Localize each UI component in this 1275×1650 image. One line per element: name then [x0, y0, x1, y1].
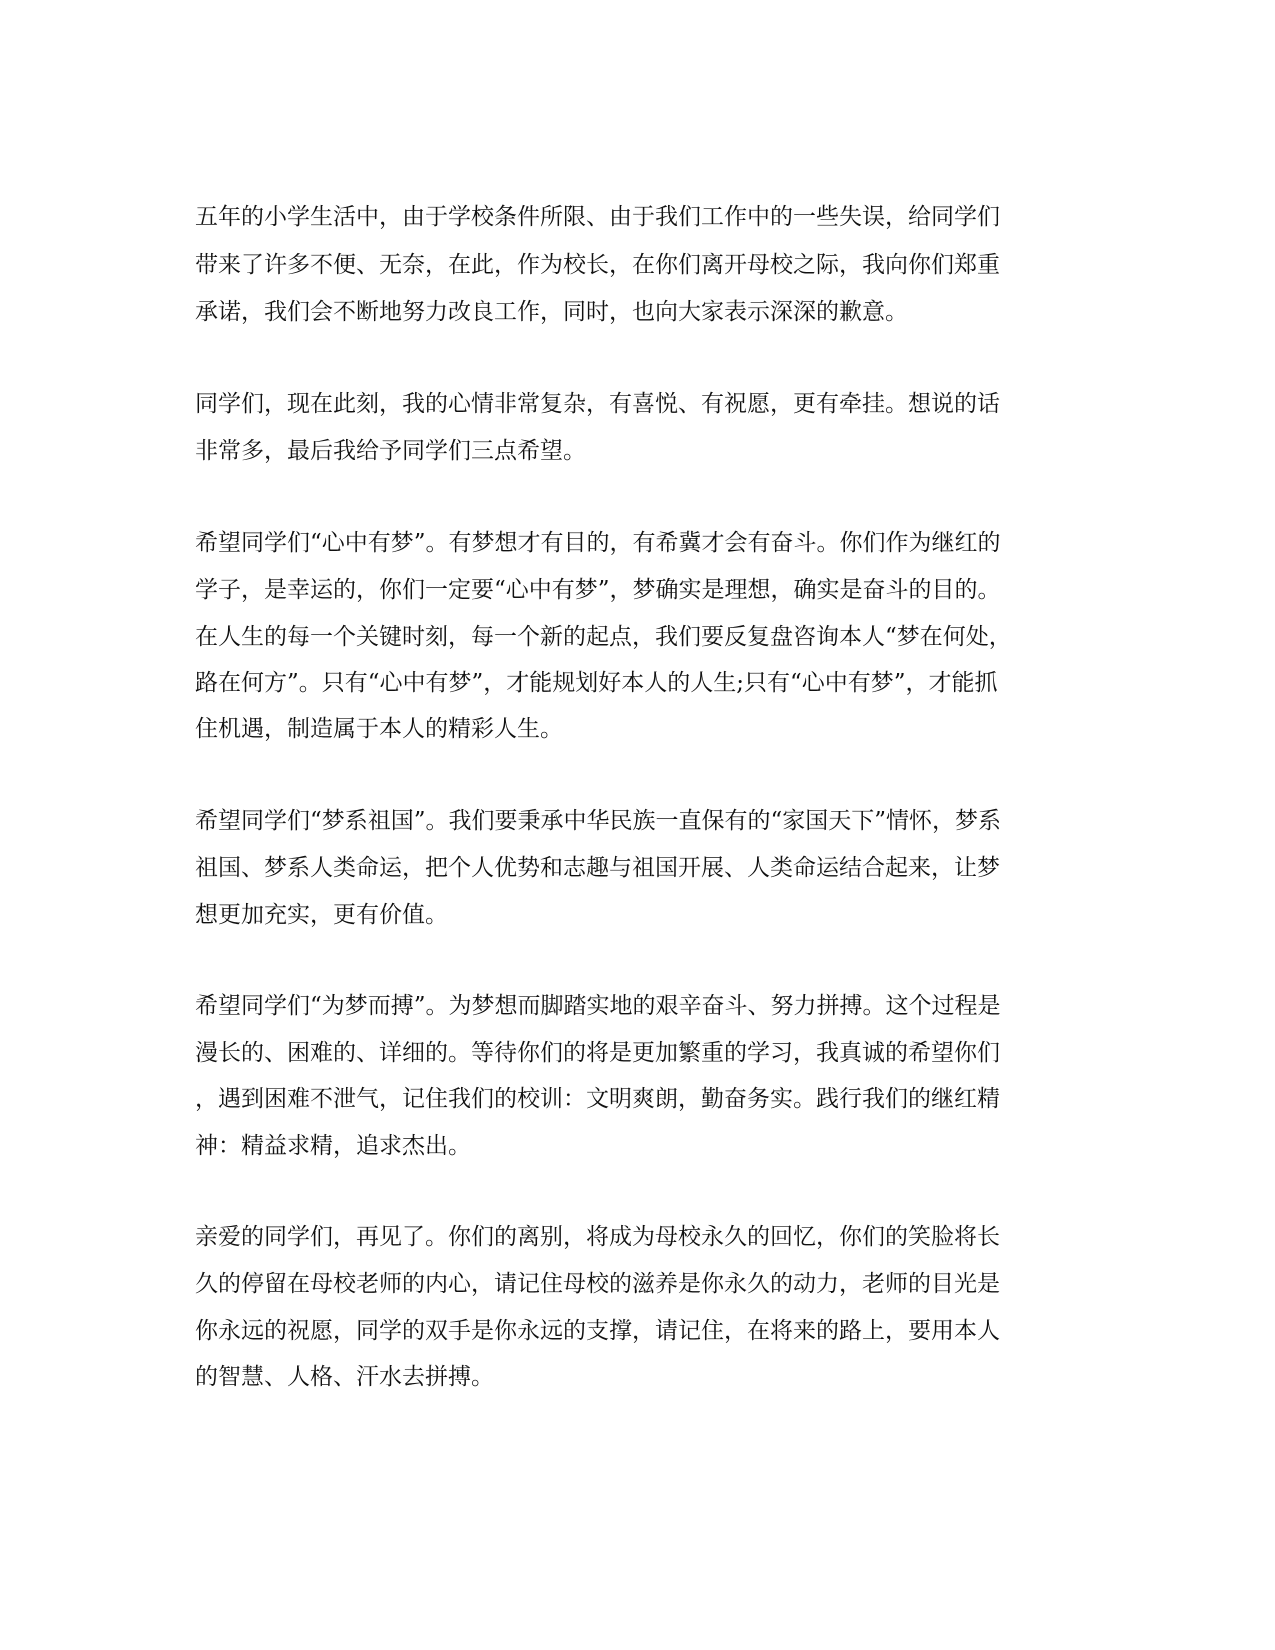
- paragraph-line: 想更加充实，更有价值。: [195, 902, 448, 928]
- paragraph-line: 神：精益求精，追求杰出。: [195, 1133, 471, 1159]
- paragraph-line: 漫长的、困难的、详细的。等待你们的将是更加繁重的学习，我真诚的希望你们: [195, 1040, 1000, 1066]
- paragraph-line: 亲爱的同学们，再见了。你们的离别，将成为母校永久的回忆，你们的笑脸将长: [195, 1224, 1000, 1250]
- paragraph-line: 住机遇，制造属于本人的精彩人生。: [195, 716, 563, 742]
- paragraph-line: 学子，是幸运的，你们一定要“心中有梦”，梦确实是理想，确实是奋斗的目的。: [195, 577, 1001, 603]
- paragraph-line: 五年的小学生活中，由于学校条件所限、由于我们工作中的一些失误，给同学们: [195, 204, 1000, 230]
- paragraph-line: 希望同学们“为梦而搏”。为梦想而脚踏实地的艰辛奋斗、努力拼搏。这个过程是: [195, 993, 1001, 1019]
- paragraph-line: 希望同学们“梦系祖国”。我们要秉承中华民族一直保有的“家国天下”情怀，梦系: [195, 808, 1002, 834]
- paragraph-line: 同学们，现在此刻，我的心情非常复杂，有喜悦、有祝愿，更有牵挂。想说的话: [195, 391, 1000, 417]
- paragraph-line: 路在何方”。只有“心中有梦”，才能规划好本人的人生;只有“心中有梦”，才能抓: [195, 670, 998, 696]
- paragraph-line: ，遇到困难不泄气，记住我们的校训：文明爽朗，勤奋务实。践行我们的继红精: [195, 1086, 1000, 1112]
- paragraph-line: 在人生的每一个关键时刻，每一个新的起点，我们要反复盘咨询本人“梦在何处，: [195, 624, 1012, 650]
- paragraph-line: 非常多，最后我给予同学们三点希望。: [195, 438, 586, 464]
- paragraph-line: 的智慧、人格、汗水去拼搏。: [195, 1364, 494, 1390]
- paragraph-line: 承诺，我们会不断地努力改良工作，同时，也向大家表示深深的歉意。: [195, 299, 908, 325]
- paragraph-line: 希望同学们“心中有梦”。有梦想才有目的，有希冀才会有奋斗。你们作为继红的: [195, 530, 1001, 556]
- paragraph-line: 祖国、梦系人类命运，把个人优势和志趣与祖国开展、人类命运结合起来，让梦: [195, 855, 1000, 881]
- paragraph-line: 你永远的祝愿，同学的双手是你永远的支撑，请记住，在将来的路上，要用本人: [195, 1318, 1000, 1344]
- paragraph-line: 带来了许多不便、无奈，在此，作为校长，在你们离开母校之际，我向你们郑重: [195, 252, 1000, 278]
- paragraph-line: 久的停留在母校老师的内心，请记住母校的滋养是你永久的动力，老师的目光是: [195, 1271, 1000, 1297]
